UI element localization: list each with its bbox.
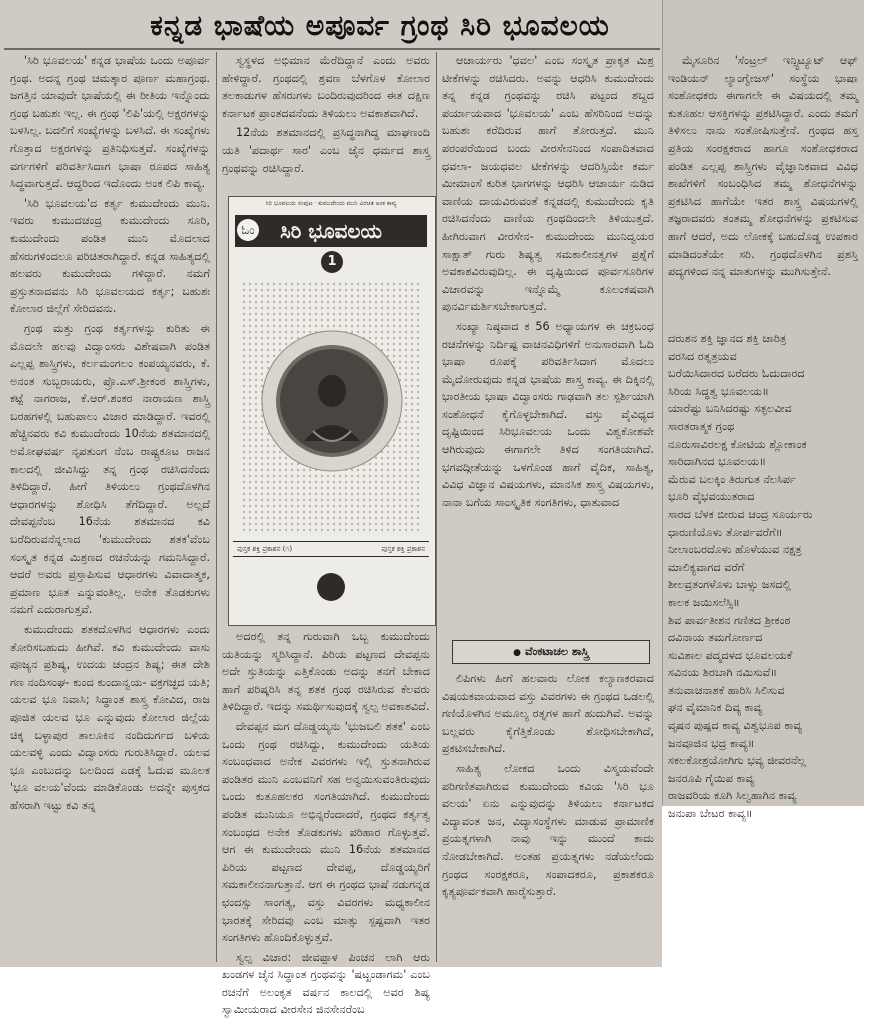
verse-line: ಜನರೂಪಿ ಗೈಯಿಪ ಕಾವ್ಯ <box>668 771 755 785</box>
article-column-2-top <box>222 52 430 192</box>
paragraph: ಕುಮುದೇಂದು ಶತಕದೊಳಗಿನ ಆಧಾರಗಳು ಎಂದು ತೋರಿಸಬಹುದು ಹೀಗಿವೆ. ಕವಿ ಕುಮುದೇಂದು ವಾಸು ಪೂಜ್ಯನ ಪ್ರಶಿಷ್ಯ, ಉದಯ ಚಂದ್ರನ ಶಿಷ್ಯ; ಈತ ದೇಶಿ ಗಣ ನಂದಿಸಂಘ- ಕುಂದ ಕುಂದಾನ್ವಯ- ವಕ್ರಗಚ್ಛದ ಯತಿ; ಯಲವ ಭೂ ನಿವಾಸಿ; ಸಿದ್ಧಾಂತ ಶಾಸ್ತ್ರ ಕೋವಿದ, ರಾಜ ಪೂಜಿತ ಯಲವ ಭೂ ಎನ್ನುವುದು ಕೋಲಾರ ಜಿಲ್ಲೆಯ ಚಿಕ್ಕ ಬಳ್ಳಾಪುರ ತಾಲೂಕಿನ ನಂದಿದುರ್ಗದ ಬಳಿಯ ಯಲವಳ್ಳಿ ಎಂದು ವಿದ್ವಾಂಸರು ಗುರುತಿಸಿದ್ದಾರೆ. ಯಲವ ಭೂ ಎಂಬುದನ್ನು ಬಲದಿಂದ ಎಡಕ್ಕೆ ಓದುವ ಮೂಲಕ 'ಭೂ ವಲಯ'ವೆಂದು ಮಾಡಿಕೊಂಡು ಅದನ್ನೇ ಪುಸ್ತಕದ ಹೆಸರಾಗಿ ಇಟ್ಟು ಕವಿ ತನ್ನ <box>10 623 210 812</box>
book-footer-left: ಪುಸ್ತಕ ಶಕ್ತಿ ಪ್ರಕಾಶನ (೧) <box>237 545 293 553</box>
verse-line: ಜನವೂಜಿನ ಭದ್ರ ಕಾವ್ಯ॥ <box>668 736 755 750</box>
paragraph: 12ನೆಯ ಶತಮಾನದಲ್ಲಿ ಪ್ರಸಿದ್ಧನಾಗಿದ್ದ ಮಾಘಣಂದಿ ಯತಿ 'ಪದಾರ್ಥ ಸಾರ' ಎಂಬ ಜೈನ ಧರ್ಮದ ಶಾಸ್ತ್ರ ಗ್ರಂಥವನ್ನು ರಚಿಸಿದ್ದಾರೆ. <box>222 126 430 175</box>
verse-line: ನೀಲಾಂಬರದೊಳು ಹೊಳೆಯುವ ನಕ್ಷತ್ರ <box>668 543 802 557</box>
verse-line: ಮೆರುವ ಬಲಕ್ಕಿಂ ತಿರುಗುತ ನೆಲಸಿರ್ಪ <box>668 472 796 486</box>
paragraph: ಗ್ರಂಥ ಮತ್ತು ಗ್ರಂಥ ಕರ್ತೃಗಳನ್ನು ಕುರಿತು ಈ ಮೊದಲೇ ಹಲವು ವಿದ್ವಾಂಸರು ವಿಶೇಷವಾಗಿ ಪಂಡಿತ ಎಲ್ಲಪ್ಪ ಶಾಸ್ತ್ರಿಗಳು, ಕರ್ಲಮಂಗಲಂ ಕಂಪಯ್ಯನವರು, ಕೆ. ಅನಂತ ಸುಬ್ಬರಾಯರು, ಪ್ರೊ.ಎಸ್.ಶ್ರೀಕಂಠ ಶಾಸ್ತ್ರಿಗಳು, ಕಟ್ಟೆ ನಾಗರಾಜ, ಕೆ.ಆರ್.ಶಂಕರ ನಾರಾಯಣ ಶಾಸ್ತ್ರಿ ಬರಹಗಳಲ್ಲಿ ಬಹುಪಾಲು ವಿಚಾರ ಮಾಡಿದ್ದಾರೆ. ಇವರಲ್ಲಿ ಹೆಚ್ಚಿನವರು ಕವಿ ಕುಮುದೇಂದು 10ನೆಯ ಶತಮಾನದಲ್ಲಿ ಅಮೋಘವರ್ಷ ನೃಪತುಂಗ ನೆಂಬ ರಾಷ್ಟ್ರಕೂಟ ರಾಜನ ಕಾಲದಲ್ಲಿ ಜೀವಿಸಿದ್ದು ತನ್ನ ಗ್ರಂಥ ರಚಿಸಿದನೆಂದು ತಿಳಿದಿದ್ದಾರೆ. ಹೀಗೆ ತಿಳಿಯಲು ಗ್ರಂಥದೊಳಗಿನ ಆಧಾರಗಳನ್ನು ಶೋಧಿಸಿ ತೆಗೆದಿದ್ದಾರೆ. ಅಲ್ಲದೆ ದೇವಪ್ಪನೆಂಬ 16ನೆಯ ಶತಮಾನದ ಕವಿ ಬರೆದಿರುವನೆನ್ನಲಾದ 'ಕುಮುದೇಂದು ಶತಕ'ವೆಂಬ ಸಂಸ್ಕೃತ ಕನ್ನಡ ಮಿಶ್ರಣದ ರಚನೆಯನ್ನು ಗಮನಿಸಿದ್ದಾರೆ. ಆದರೆ ಅವರು ಪ್ರಸ್ತಾಪಿಸುವ ಆಧಾರಗಳು ವಿವಾದಾತ್ಮಕ, ಪ್ರಮಾಣ ಭೂತ ಎನ್ನುವಂತಿಲ್ಲ. ಅನೇಕ ತೊಡಕುಗಳು ನಮಗೆ ಎದುರಾಗುತ್ತವೆ. <box>10 321 210 617</box>
verse-line: ಧಾರುಣಿಯೊಳು ತೋರ್ಪವರೆಗೆ॥ <box>668 525 783 539</box>
verse-block <box>668 330 858 821</box>
paragraph: ಸಂಖ್ಯಾ ನಿಷ್ಠವಾದ ಕ 56 ಅಧ್ಯಾಯಗಳ ಈ ಚಕ್ರಬಂಧ ರಚನೆಗಳನ್ನು ನಿರ್ದಿಷ್ಟ ವಾಚನವಿಧಿಗಳಿಗೆ ಅನುಸಾರವಾಗಿ ಓದಿ ಭಾಷಾ ರೂಪಕ್ಕೆ ಪರಿವರ್ತಿಸಿದಾಗ ಮೊದಲು ಮೈದೋರುವುದು ಕನ್ನಡ ಭಾಷೆಯ ಶಾಸ್ತ್ರ ಕಾವ್ಯ. ಈ ದಿಕ್ಕಿನಲ್ಲಿ ಭಾರತೀಯ ಭಾಷಾ ವಿದ್ವಾಂಸರು ಗಾಢವಾಗಿ ತಲ ಸ್ಪರ್ಶಿಯಾಗಿ ಸಂಶೋಧನೆ ಕೈಗೊಳ್ಳಬೇಕಾಗಿದೆ. ವಸ್ತು ವೈವಿಧ್ಯದ ದೃಷ್ಟಿಯಿಂದ ಸಿರಿಭೂವಲಯ ಒಂದು ವಿಶ್ವಕೋಶವೇ ಆಗಿರುವುದು ಈಗಾಗಲೇ ತಿಳಿದ ಸಂಗತಿಯಾಗಿದೆ. ಭಗವದ್ಗೀತೆಯನ್ನು ಒಳಗೊಂಡ ಹಾಗೆ ವೈದಿಕ, ಸಾಹಿತ್ಯ, ವಿವಿಧ ವಿಜ್ಞಾನ ವಿಷಯಗಳು, ಮಾನಸಿಕ ಶಾಸ್ತ್ರ ವಿಷಯಗಳು, ನಾನಾ ಬಗೆಯ ಸಾಂಸ್ಕೃತಿಕ ಸಂಗತಿಗಳು, ಧಾತುವಾದ <box>442 319 654 509</box>
paragraph: ಮೈಸೂರಿನ 'ಸೆಂಟ್ರಲ್ ಇನ್ಸ್ಟಿಟ್ಯೂಟ್ ಆಫ್ ಇಂಡಿಯನ್ ಲ್ಯಾಂಗ್ವೇಜಸ್' ಸಂಸ್ಥೆಯ ಭಾಷಾ ಸಂಶೋಧಕರು ಈಗಾಗಲೇ ಈ ವಿಷಯದಲ್ಲಿ ತಮ್ಮ ಕುತೂಹಲ ಆಸಕ್ತಿಗಳನ್ನು ಪ್ರಕಟಿಸಿದ್ದಾರೆ. ಎಂದು ತಮಗೆ ತಿಳಿಸಲು ನಾನು ಸಂತೋಷಿಸುತ್ತೇನೆ. ಗ್ರಂಥದ ಹಸ್ತ ಪ್ರತಿಯ ಸಂರಕ್ಷಕರಾದ ಹಾಗೂ ಸಂಶೋಧಕರಾದ ಪಂಡಿತ ಎಲ್ಲಪ್ಪ ಶಾಸ್ತ್ರಿಗಳು ವೈಜ್ಞಾನಿಕವಾದ ವಿವಿಧ ಶಾಖೆಗಳಿಗೆ ಸಂಬಂಧಿಸಿದ ತಮ್ಮ ಶೋಧನೆಗಳನ್ನು ಪ್ರಕಟಿಸಿದ ಹಾಗೆಯೇ ಇತರ ಶಾಸ್ತ್ರ ವಿಷಯಗಳಲ್ಲಿ ತಜ್ಞರಾದವರು ತಂತಮ್ಮ ಶೋಧನೆಗಳನ್ನು ಪ್ರಕಟಿಸುವ ಹಾಗೆ ಆದರೆ, ಅದು ಲೋಕಕ್ಕೆ ಬಹುದೊಡ್ಡ ಉಪಕಾರ ಮಾಡಿದಂತೆಯೇ ಸರಿ. ಗ್ರಂಥದೊಳಗಿನ ಪ್ರಶಸ್ತಿ ಪದ್ಯಗಳಿಂದ ನನ್ನ ಮಾತುಗಳನ್ನು ಮುಗಿಸುತ್ತೇನೆ. <box>668 54 858 279</box>
author-byline <box>452 640 650 664</box>
verse-line: ಸಾರದ ಬೆಳಕ ಬೀರುವ ಚಂದ್ರ ಸೂರ್ಯರು <box>668 507 813 521</box>
article-column-3-bottom <box>442 670 654 962</box>
om-emblem-icon: ಓಂ <box>237 219 259 241</box>
book-cover-photo <box>228 196 436 626</box>
verse-line: ಯಾರೆಷ್ಟು ಬನಿಸಿದರಷ್ಟು ಸತ್ಫಲವೀವ <box>668 402 792 416</box>
article-column-2-bottom <box>222 628 430 1017</box>
paragraph: 'ಸಿರಿ ಭೂವಲಯ'ದ ಕರ್ತೃ ಕುಮುದೇಂದು ಮುನಿ. ಇವರು ಕುಮುದಚಂದ್ರ ಕುಮುದೇಂದು ಸೂರಿ, ಕುಮುದೇಂದು ಪಂಡಿತ ಮುನಿ ಮೊದಲಾದ ಹೆಸರುಗಳಿಂದಲೂ ಪರಿಚಿತರಾಗಿದ್ದಾರೆ. ಕನ್ನಡ ಸಾಹಿತ್ಯದಲ್ಲಿ ಹಲವರು ಕುಮುದೇಂದು ಗಳಿದ್ದಾರೆ. ನಮಗೆ ಪ್ರಸ್ತುತನಾದವನು ಸಿರಿ ಭೂವಲಯದ ಕರ್ತೃ; ಬಹುಶಃ ಕೋಲಾರ ಜಿಲ್ಲೆಗೆ ಸೇರಿದವನು. <box>10 196 210 316</box>
book-title: ಸಿರಿ ಭೂವಲಯ <box>280 219 382 243</box>
verse-line: ಸುವಿಶಾಲ ಪದ್ಮದಳದ ಭೂವಲಯಕೆ <box>668 648 793 662</box>
paragraph: ಲಿಪಿಗಳು ಹೀಗೆ ಹಲವಾರು ಲೋಕ ಕಲ್ಯಾಣಕರವಾದ ವಿಷಯಕವಾಯವಾದ ವಸ್ತು ವಿವರಗಳು ಈ ಗ್ರಂಥದ ಒಡಲಲ್ಲಿ ಗಣಿಯೊಳಗಿನ ಅಮೂಲ್ಯ ರತ್ನಗಳ ಹಾಗೆ ಹುದುಗಿವೆ. ಅವನ್ನು ಬಲ್ಲವರು ಕೈಗೆತ್ತಿಕೊಂಡು ಶೋಧಿಸಬೇಕಾಗಿದೆ, ಪ್ರಕಟಿಸಬೇಕಾಗಿದೆ. <box>442 672 654 756</box>
paragraph: ದೇವಪ್ಪನ ಮಗ ದೊಡ್ಡಯ್ಯನು 'ಭುಜಬಲಿ ಶತಕ' ಎಂಬ ಒಂದು ಗ್ರಂಥ ರಚಿಸಿದ್ದು, ಕುಮುದೇಂದು ಯತಿಯ ಸಂಬಂಧವಾದ ಅನೇಕ ವಿವರಗಳು ಇಲ್ಲಿ ಸ್ತುತನಾಗಿರುವ ಪಂಡಿತರ ಮುನಿ ಎಂಬವನಿಗೆ ಸಹ ಅನ್ವಯಿಸುವಂತಿರುವುದು ಒಂದು ಕುತೂಹಲಕರ ಸಂಗತಿಯಾಗಿದೆ. ಕುಮುದೇಂದು ಪಂಡಿತ ಮುನಿಯೂ ಅಭಿನ್ನರೆಂದಾದರೆ, ಗ್ರಂಥದ ಕರ್ತೃತ್ವ ಸಂಬಂಧದ ಅನೇಕ ತೊಡಕುಗಳು ಪರಿಹಾರ ಗೊಳ್ಳುತ್ತವೆ. ಆಗ ಈ ಕುಮುದೇಂದು ಮುನಿ 16ನೆಯ ಶತಮಾನದ ಪಿರಿಯ ಪಟ್ಟಣದ ದೇವಪ್ಪ, ದೊಡ್ಡಯ್ಯರಿಗೆ ಸಮಕಾಲೀನನಾಗುತ್ತಾನೆ. ಆಗ ಈ ಗ್ರಂಥದ ಭಾಷೆ ನಡುಗನ್ನಡ ಛಂದಸ್ಸು ಸಾಂಗತ್ಯ, ವಸ್ತು ವಿವರಗಳು ಮಧ್ಯಕಾಲೀನ ಭಾರತಕ್ಕೆ ಸೇರಿದವು ಎಂಬ ಮಾತ್ಸು ಸ್ಪಷ್ಟವಾಗಿ ಇತರ ಸಂಗತಿಗಳು ಹೊಂದಿಕೊಳ್ಳುತ್ತವೆ. <box>222 719 430 945</box>
verse-line: ಸಿರಿಯ ಸಿದ್ಧತ್ವ ಭೂವಲಯ॥ <box>668 384 769 398</box>
article-column-3 <box>442 52 654 632</box>
headline: ಕನ್ನಡ ಭಾಷೆಯ ಅಪೂರ್ವ ಗ್ರಂಥ ಸಿರಿ ಭೂವಲಯ <box>150 9 610 42</box>
verse-line: ಸಾರಿದಾಗಿನದ ಭೂವಲಯ॥ <box>668 455 767 469</box>
volume-number-badge: 1 <box>321 251 343 273</box>
verse-line: ವೃಷನ ಪುಷ್ಪದ ಕಾವ್ಯ ವಿಶ್ವಭೂಪ ಕಾವ್ಯ <box>668 719 803 733</box>
book-title-band <box>235 215 427 247</box>
book-cover-top-text: ಸಿರಿ ಭೂವಲಯ ಸಂಪುಟ · ಕುಮುದೇಂದು ಮುನಿ ವಿರಚಿತ ಅಂಕ ಕಾವ್ಯ <box>265 200 397 207</box>
article-column-1 <box>10 52 210 962</box>
paragraph: ಸ್ವಲ್ಪ ವಿಚಾರ: ಜೀವಪ್ಪಾಳ ಪಿಂಚನ ಲಾಗಿ ಆರು ಖಂಡಗಳ ಜೈನ ಸಿದ್ಧಾಂತ ಗ್ರಂಥವನ್ನು 'ಷಟ್ಖಂಡಾಗಮ' ಎಂಬ ರಚನೆಗೆ ಅಲಂಕೃತ ವರ್ಷನ ಕಾಲದಲ್ಲಿ ಅವರ ಶಿಷ್ಯ ಸ್ವಾಮೀಯರಾದ ವೀರಸೇನ ಜಿನಸೇನರೆಂಬ <box>222 950 430 1017</box>
verse-line: ಜನುಪಾ ಬೇಟರ ಕಾವ್ಯ॥ <box>668 807 753 821</box>
book-footer-right: ಪುಸ್ತಕ ಶಕ್ತಿ ಪ್ರಕಾಶನ <box>381 545 425 553</box>
verse-line: ದವಿನಾಯ ತಮಗೋರ್ಣದ <box>668 631 763 645</box>
verse-line: ಶಿವ ಪಾರ್ವತೀಶನ ಗಣಿತದ ಶ್ರೀಕಂಠ <box>668 613 791 627</box>
column-divider <box>436 52 437 962</box>
verse-line: ಶೀಲವ್ರತಂಗಳೊಳು ಬಾಳ್ಸು ಜಸದಲ್ಲಿ <box>668 578 792 592</box>
paragraph: ಸ್ವಸ್ಥಳದ ಅಭಿಮಾನ ಮೆರೆದಿದ್ದಾನೆ ಎಂದು ಅವರು ಹೇಳಿದ್ದಾರೆ. ಗ್ರಂಥದಲ್ಲಿ ಶ್ರವಣ ಬೆಳಗೊಳ ಕೋಲಾರ ತಲಕಾಡುಗಳ ಹೆಸರುಗಳು ಬಂದಿರುವುದರಿಂದ ಈತ ದಕ್ಷಿಣ ಕರ್ನಾಟಕ ಪ್ರಾಂತದವನೆಂದು ತಿಳಿಯಲು ಅವಕಾಶವಾಗಿದೆ. <box>222 54 430 120</box>
column-divider <box>216 52 217 962</box>
verse-line: ಕಾಲಕ ಜಯಿಸಲೆಸ್ಸಿ॥ <box>668 595 740 609</box>
verse-line: ಬರೆಯಿಸಿದಾರದ ಬರೆದರು ಓದುದಾರದ <box>668 367 805 381</box>
verse-line: ಸಕಲಕೋಶ್ರಯೋಗಿಗು ಭವ್ಯ ಜೀವರನೆಲ್ಲ <box>668 754 806 768</box>
verse-line: ದರುಶನ ಶಕ್ತಿ ಜ್ಞಾನದ ಶಕ್ತಿ ಚಾರಿತ್ರ <box>668 332 787 345</box>
paragraph: ಆಚಾರ್ಯರು 'ಧವಲ' ಎಂಬ ಸಂಸ್ಕೃತ ಪ್ರಾಕೃತ ಮಿಶ್ರ ಟೀಕೆಗಳನ್ನು ರಚಿಸಿದರು. ಅವನ್ನು ಆಧರಿಸಿ ಕುಮುದೇಂದು ತನ್ನ ಕನ್ನಡ ಗ್ರಂಥವನ್ನು ರಚಿಸಿ ಪಟ್ಟಂದ ಶಬ್ದದ ಪರ್ಯಾಯವಾದ 'ಭೂವಲಯ' ಎಂಬ ಹೆಸರಿನಿಂದ ಅದನ್ನು ಬಹುಶಃ ಕರೆದಿರುವ ಹಾಗೆ ತೋರುತ್ತದೆ. ಮುನಿ ಪರಂಪರೆಯಿಂದ ಬಂದು ವೀರಸೇನನಿಂದ ಸಂಪಾದಿತವಾದ ಧವಲಾ- ಜಯಧವಲ ಟೀಕೆಗಳನ್ನು ಆದರಿಸ್ಸಿಯೇ ಕರ್ಮ ಮೀಮಾಂಸೆ ಕುರಿತ ಭಾಗಗಳನ್ನು ಆಧರಿಸಿ ಆಚಾರ್ಯ ನುಡಿದ ವಾಣಿಯ ದಾಯವಿರುವಂತೆ ಕನ್ನಡದಲ್ಲಿ ಕುಮುದೇಂದು ಕೃತಿ ರಚಿಸಿದನೆಂದು ವಾಣಿಯ ಗ್ರಂಥದಿಂದಲೇ ತಿಳಿಯುತ್ತದೆ. ಹೀಗಿರುವಾಗ ವೀರಸೇನ- ಕುಮುದೇಂದು ಮುನಿದ್ವಯರ ಸಾಕ್ಷಾತ್ ಗುರು ಶಿಷ್ಯತ್ವ ಸಮಕಾಲೀನತ್ವಗಳ ಪ್ರಶ್ನೆಗೆ ಅವಕಾಶವಿರುವುದಿಲ್ಲ. ಈ ದೃಷ್ಟಿಯಿಂದ ಪೂರ್ವಸೂರಿಗಳ ವಿಚಾರವನ್ನು ಇನ್ನೊಮ್ಮೆ ಕೂಲಂಕಷವಾಗಿ ಪುನರ್ವಿಮರ್ಶಿಸಬೇಕಾಗುತ್ತದೆ. <box>442 54 654 314</box>
article-column-4 <box>668 52 858 330</box>
verse-line: ಭೂರಿ ವೈಭವಯುತರಾದ <box>668 490 755 504</box>
bullet-icon: ● <box>513 648 521 658</box>
headline-rule <box>4 48 660 50</box>
cover-illustration <box>241 281 423 531</box>
publisher-logo-icon <box>317 573 345 601</box>
verse-line: ರಾಜವರಿಯ ಕೂಗಿ ಸಿಲ್ವಹಾಗಿನ ಕಾವ್ಯ <box>668 789 797 803</box>
paragraph: ಸಾಹಿತ್ಯ ಲೋಕದ ಒಂದು ವಿಸ್ಮಯವೆಂದೇ ಪರಿಗಣಿತವಾಗಿರುವ ಕುಮುದೇಂದು ಕವಿಯ 'ಸಿರಿ ಭೂ ವಲಯ' ಏನು ಎನ್ನುವುದನ್ನು ತಿಳಿಯಲು ಕರ್ನಾಟಕದ ವಿದ್ಯಾವಂತ ಜನ, ವಿದ್ಯಾಸಂಸ್ಥೆಗಳು ಮಾಡುವ ಪ್ರಾಮಾಣಿಕ ಪ್ರಯತ್ನಗಳಾಗಿ ನಾವು ಇನ್ನು ಮುಂದೆ ಕಾದು ನೋಡಬೇಕಾಗಿದೆ. ಅಂತಹ ಪ್ರಯತ್ನಗಳು ನಡೆಯಲೆಂದು ಗ್ರಂಥದ ಸಂರಕ್ಷಕರೂ, ಸಂಪಾದಕರೂ, ಪ್ರಕಾಶಕರೂ ಕೃತ್ಯಪೂರ್ವಕವಾಗಿ ಹಾರೈಸುತ್ತಾರೆ. <box>442 761 654 899</box>
paragraph: ಅದರಲ್ಲಿ ತನ್ನ ಗುರುವಾಗಿ ಒಬ್ಬ ಕುಮುದೇಂದು ಯತಿಯನ್ನು ಸ್ಮರಿಸಿದ್ದಾನೆ. ಪಿರಿಯ ಪಟ್ಟಣದ ದೇವಪ್ಪನು ಅದೇ ಸ್ತುತಿಯನ್ನು ಎತ್ತಿಕೊಂಡು ಅದನ್ನು ತನಗೆ ಬೇಕಾದ ಹಾಗೆ ಪರಿಷ್ಕರಿಸಿ ತನ್ನ ಶತಕ ಗ್ರಂಥ ರಚಿಸಿರುವ ಕೆಲವರು ತಿಳಿದಿದ್ದಾರೆ. ಇದನ್ನು ಸಮರ್ಥಿಸುವುದಕ್ಕೆ ಸ್ವಲ್ಪ ಅವಕಾಶವಿದೆ. <box>222 630 430 714</box>
book-cover-footer <box>233 541 429 557</box>
verse-line: ಸವಿನಯ ಶಿರಬಾಗಿ ನಮಿಸುವೆ॥ <box>668 666 778 680</box>
verse-line: ವರಸಿದ ರತ್ನತ್ರಯವ <box>668 349 737 363</box>
verse-line: ಸಾರತರಾತ್ಮಕ ಗ್ರಂಥ <box>668 419 735 433</box>
verse-line: ನೂರುಸಾವಿರಲಕ್ಷ ಕೋಟಿಯ ಶ್ಲೋಕಾಂಕ <box>668 437 807 451</box>
author-name: ವೆಂಕಟಾಚಲ ಶಾಸ್ತ್ರಿ <box>524 645 589 658</box>
verse-line: ಮಾಲಿಕ್ಯವಾಗದ ವರೆಗೆ <box>668 560 745 574</box>
verse-line: ತನುವಾಚನಾಶಕೆ ಹಾರಿಸಿ ಸಿಲಿಸುವ <box>668 683 785 697</box>
verse-line: ಘನ ವೈಮಾನಿಕ ದಿವ್ಯ ಕಾವ್ಯ <box>668 701 763 715</box>
paragraph: 'ಸಿರಿ ಭೂವಲಯ' ಕನ್ನಡ ಭಾಷೆಯ ಒಂದು ಅಪೂರ್ವ ಗ್ರಂಥ. ಅದನ್ನ ಗ್ರಂಥ ಚಮತ್ಕಾರ ಪೂರ್ಣ ಮಹಾಗ್ರಂಥ. ಜಗತ್ತಿನ ಯಾವುದೇ ಭಾಷೆಯಲ್ಲಿ ಈ ರೀತಿಯ ಇನ್ನೊಂದು ಗ್ರಂಥ ಬಹುಶಃ ಇಲ್ಲ. ಈ ಗ್ರಂಥ 'ಲಿಪಿ'ಯಲ್ಲಿ ಅಕ್ಷರಗಳನ್ನು ಬಳಸಿಲ್ಲ. ಬದಲಿಗೆ ಸಂಖ್ಯೆಗಳನ್ನು ಬಳಸಿದೆ. ಈ ಸಂಖ್ಯೆಗಳು ಗೊತ್ತಾದ ಅಕ್ಷರಗಳನ್ನು ಪ್ರತಿನಿಧಿಸುತ್ತವೆ. ಸಂಖ್ಯೆಗಳನ್ನು ವರ್ಗಗಳಿಗೆ ಪರಿವರ್ತಿಸಿದಾಗ ಭಾಷಾ ರೂಪದ ಸಾಹಿತ್ಯ ಸಿದ್ಧವಾಗುತ್ತದೆ. ಆದ್ದರಿಂದ ಇದೊಂದು ಅಂಕ ಲಿಪಿ ಕಾವ್ಯ. <box>10 54 210 191</box>
